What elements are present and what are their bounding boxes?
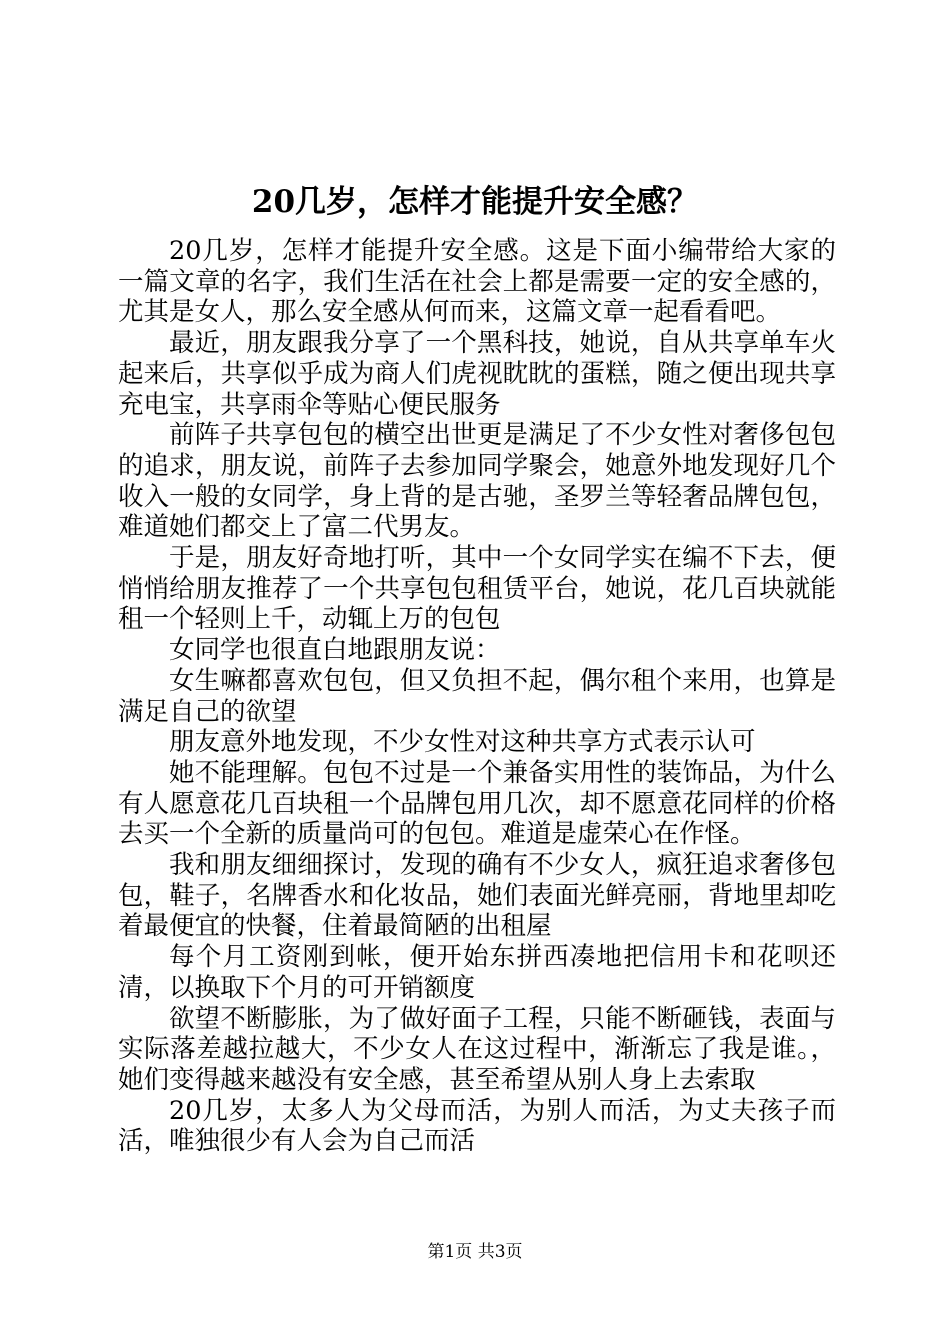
paragraph-quote: 女生嘛都喜欢包包，但又负担不起，偶尔租个来用，也算是满足自己的欲望 bbox=[118, 665, 836, 727]
page-number: 第1页 bbox=[427, 1242, 473, 1262]
paragraph: 朋友意外地发现，不少女性对这种共享方式表示认可 bbox=[169, 727, 756, 758]
paragraph: 欲望不断膨胀，为了做好面子工程，只能不断砸钱，表面与实际落差越拉越大，不少女人在这过程中，渐渐忘了我是谁。，她们变得越来越没有安全感，甚至希望从别人身上去索取 bbox=[118, 1003, 836, 1095]
page-footer bbox=[0, 1240, 950, 1264]
document-body bbox=[118, 236, 836, 1157]
paragraph: 于是，朋友好奇地打听，其中一个女同学实在编不下去，便悄悄给朋友推荐了一个共享包包租赁平台，她说，花几百块就能租一个轻则上千，动辄上万的包包 bbox=[118, 543, 836, 635]
paragraph: 最近，朋友跟我分享了一个黑科技，她说，自从共享单车火起来后，共享似乎成为商人们虎视眈眈的蛋糕，随之便出现共享充电宝，共享雨伞等贴心便民服务 bbox=[118, 328, 836, 420]
paragraph: 她不能理解。包包不过是一个兼备实用性的装饰品，为什么有人愿意花几百块租一个品牌包用几次，却不愿意花同样的价格去买一个全新的质量尚可的包包。难道是虚荣心在作怪。 bbox=[118, 757, 836, 850]
page-title: 20几岁，怎样才能提升安全感？ bbox=[251, 184, 699, 220]
paragraph-intro: 20几岁，怎样才能提升安全感。这是下面小编带给大家的一篇文章的名字，我们生活在社会上都是需要一定的安全感的，尤其是女人，那么安全感从何而来，这篇文章一起看看吧。 bbox=[118, 236, 836, 328]
paragraph: 前阵子共享包包的横空出世更是满足了不少女性对奢侈包包的追求，朋友说，前阵子去参加同学聚会，她意外地发现好几个收入一般的女同学，身上背的是古驰，圣罗兰等轻奢品牌包包，难道她们都交上了富二代男友。 bbox=[118, 420, 836, 543]
paragraph: 我和朋友细细探讨，发现的确有不少女人，疯狂追求奢侈包包，鞋子，名牌香水和化妆品，她们表面光鲜亮丽，背地里却吃着最便宜的快餐，住着最简陋的出租屋 bbox=[118, 850, 836, 942]
paragraph-closing: 20几岁，太多人为父母而活，为别人而活，为丈夫孩子而活，唯独很少有人会为自己而活 bbox=[118, 1095, 836, 1157]
page-total: 共3页 bbox=[477, 1242, 523, 1262]
paragraph: 每个月工资刚到帐，便开始东拼西凑地把信用卡和花呗还清，以换取下个月的可开销额度 bbox=[118, 942, 836, 1003]
paragraph: 女同学也很直白地跟朋友说： bbox=[169, 635, 501, 666]
